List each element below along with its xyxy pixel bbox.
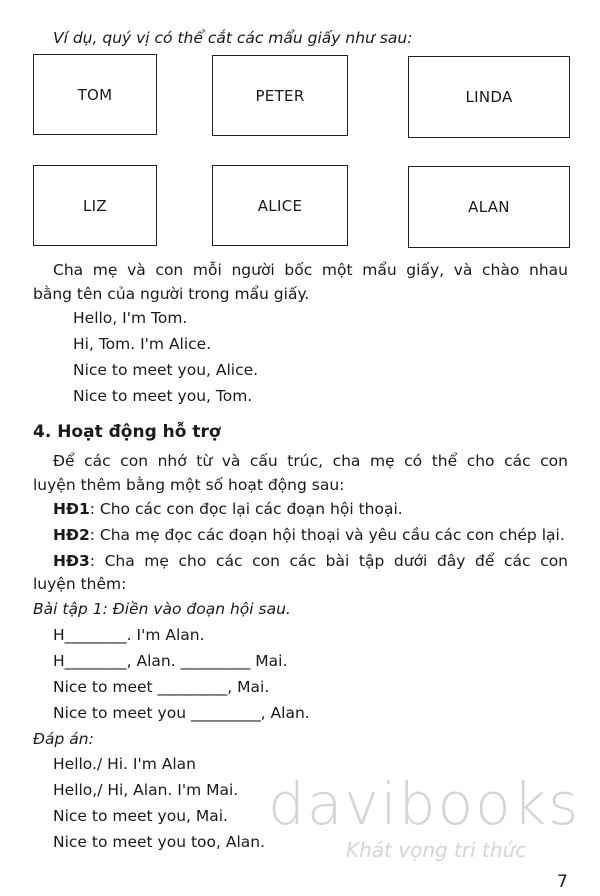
- activity-text: : Cha mẹ đọc các đoạn hội thoại và yêu cầu các con chép lại.: [89, 526, 565, 544]
- name-card-tom: TOM: [33, 54, 157, 135]
- activity-text: : Cho các con đọc lại các đoạn hội thoại.: [89, 500, 403, 518]
- dialogue-line: Nice to meet you, Tom.: [73, 387, 253, 405]
- section-paragraph-line-2: luyện thêm bằng một số hoạt động sau:: [33, 476, 345, 494]
- page-number: 7: [557, 872, 568, 892]
- dialogue-line: Nice to meet you, Alice.: [73, 361, 259, 379]
- answer-title: Đáp án:: [33, 730, 94, 748]
- watermark-slogan: Khát vọng tri thức: [346, 838, 527, 862]
- activity-label: HĐ3: [53, 552, 90, 570]
- answer-line: Nice to meet you, Mai.: [53, 807, 228, 825]
- activity-label: HĐ1: [53, 500, 90, 518]
- activity-1: [53, 499, 403, 519]
- answer-line: Hello./ Hi. I'm Alan: [53, 755, 196, 773]
- name-card-liz: LIZ: [33, 165, 157, 246]
- section-title: 4. Hoạt động hỗ trợ: [33, 422, 221, 442]
- section-paragraph-line-1: Để các con nhớ từ và cấu trúc, cha mẹ có thể cho các con: [53, 452, 568, 470]
- name-card-linda: LINDA: [408, 56, 570, 138]
- activity-3-line-2: luyện thêm:: [33, 575, 127, 593]
- exercise-line: Nice to meet _________, Mai.: [53, 678, 270, 696]
- answer-line: Hello,/ Hi, Alan. I'm Mai.: [53, 781, 239, 799]
- instruction-line-2: bằng tên của người trong mẩu giấy.: [33, 285, 310, 303]
- activity-2: [53, 525, 565, 545]
- intro-text: Ví dụ, quý vị có thể cắt các mẩu giấy như sau:: [53, 29, 413, 47]
- exercise-title: Bài tập 1: Điền vào đoạn hội sau.: [33, 600, 291, 618]
- activity-label: HĐ2: [53, 526, 90, 544]
- name-card-alan: ALAN: [408, 166, 570, 248]
- answer-line: Nice to meet you too, Alan.: [53, 833, 266, 851]
- dialogue-line: Hi, Tom. I'm Alice.: [73, 335, 212, 353]
- name-card-alice: ALICE: [212, 165, 348, 246]
- exercise-line: Nice to meet you _________, Alan.: [53, 704, 310, 722]
- instruction-line-1: Cha mẹ và con mỗi người bốc một mẩu giấy, và chào nhau: [53, 261, 568, 279]
- activity-3-line-1: [53, 551, 568, 571]
- exercise-line: H________, Alan. _________ Mai.: [53, 652, 288, 670]
- name-card-peter: PETER: [212, 55, 348, 136]
- activity-text: : Cha mẹ cho các con các bài tập dưới đây để các con: [89, 552, 568, 570]
- exercise-line: H________. I'm Alan.: [53, 626, 205, 644]
- watermark-logo: davibooks: [268, 770, 581, 838]
- dialogue-line: Hello, I'm Tom.: [73, 309, 188, 327]
